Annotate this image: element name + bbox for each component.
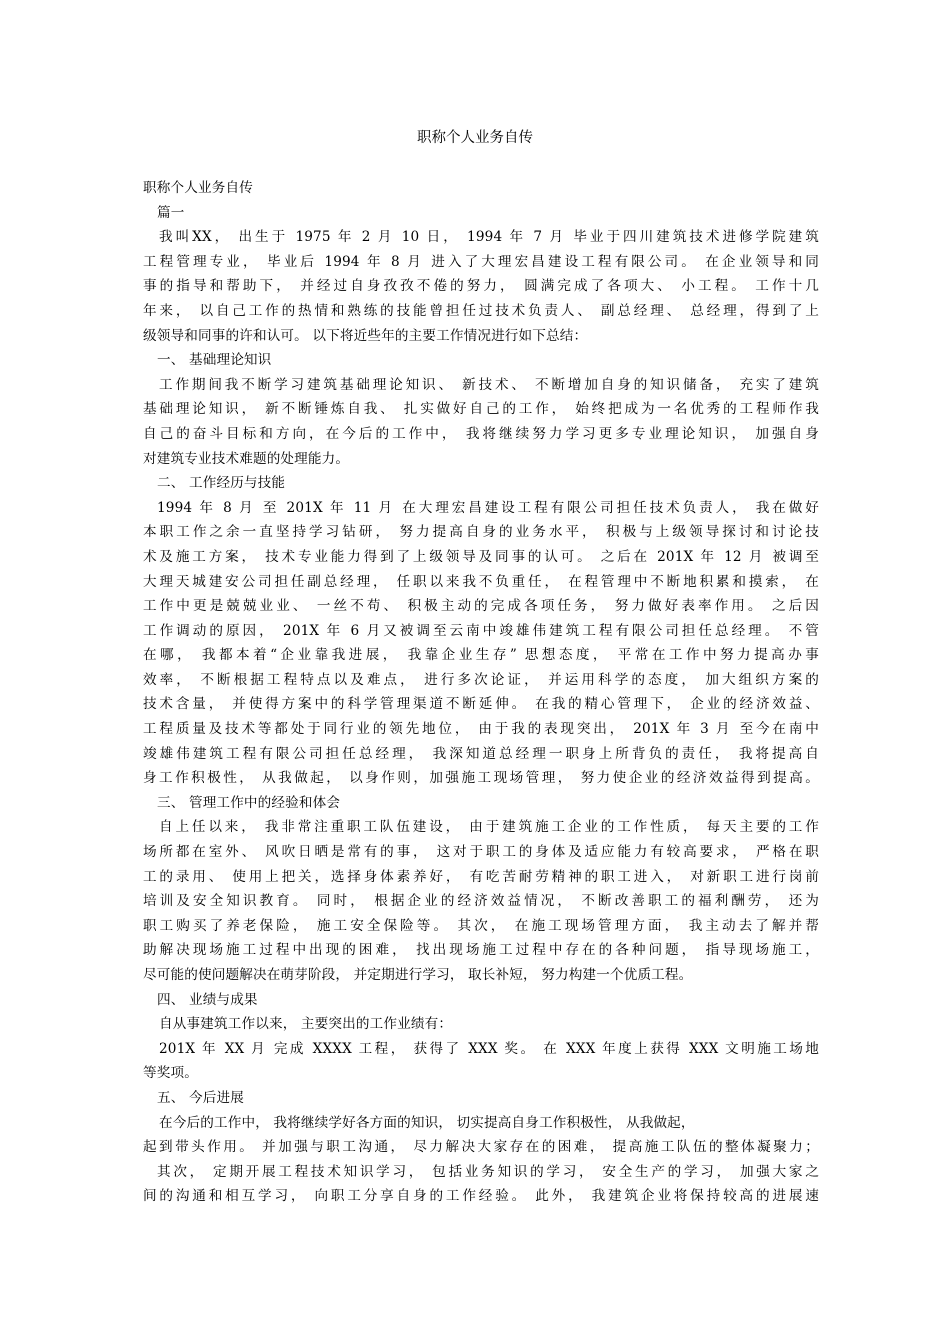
text-line: 间的沟通和相互学习， 向职工分享自身的工作经验。 此外， 我建筑企业将保持较高的进展速: [143, 1188, 819, 1205]
text-line: 职称个人业务自传: [143, 180, 253, 196]
text-line: 工程管理专业， 毕业后 1994 年 8 月 进入了大理宏昌建设工程有限公司。 在企业领导和同: [143, 253, 819, 270]
text-line: 二、 工作经历与技能: [157, 475, 286, 492]
text-line: 四、 业绩与成果: [157, 991, 258, 1008]
text-line: 工的录用、 使用上把关，选择身体素养好， 有吃苦耐劳精神的职工进入， 对新职工进行岗前: [143, 868, 819, 885]
text-line: 尽可能的使问题解决在萌芽阶段， 并定期进行学习， 取长补短， 努力构建一个优质工程。: [143, 967, 693, 983]
text-line: 201X 年 XX 月 完成 XXXX 工程， 获得了 XXX 奖。 在 XXX 年度上获得 XXX 文明施工场地: [159, 1040, 819, 1057]
text-line: 术及施工方案， 技术专业能力得到了上级领导及同事的认可。 之后在 201X 年 12 月 被调至: [143, 548, 819, 565]
document-title: 职称个人业务自传: [417, 130, 533, 146]
text-line: 工作调动的原因， 201X 年 6 月又被调至云南中竣雄伟建筑工程有限公司担任总经理。 不管: [143, 622, 819, 639]
text-line: 工程质量及技术等都处于同行业的领先地位， 由于我的表现突出， 201X 年 3 月 至今在南中: [143, 721, 819, 738]
text-line: 五、 今后进展: [157, 1089, 244, 1106]
text-line: 工作期间我不断学习建筑基础理论知识、 新技术、 不断增加自身的知识储备， 充实了建筑: [159, 376, 819, 393]
text-line: 大理天城建安公司担任副总经理， 任职以来我不负重任， 在程管理中不断地积累和摸索， 在: [143, 573, 819, 590]
text-line: 级领导和同事的许和认可。 以下将近些年的主要工作情况进行如下总结：: [143, 327, 588, 344]
text-line: 自己的奋斗目标和方向，在今后的工作中， 我将继续努力学习更多专业理论知识， 加强自身: [143, 425, 819, 442]
text-line: 在今后的工作中， 我将继续学好各方面的知识， 切实提高自身工作积极性， 从我做起，: [159, 1114, 695, 1131]
text-line: 自上任以来， 我非常注重职工队伍建设， 由于建筑施工企业的工作性质， 每天主要的工作: [159, 819, 819, 836]
document-body: [143, 176, 819, 1209]
text-line: 培训及安全知识教育。 同时， 根据企业的经济效益情况， 不断改善职工的福利酬劳， 还为: [143, 893, 819, 910]
text-line: 其次， 定期开展工程技术知识学习， 包括业务知识的学习， 安全生产的学习， 加强大家之: [157, 1163, 819, 1180]
text-line: 助解决现场施工过程中出现的困难， 找出现场施工过程中存在的各种问题， 指导现场施工，: [143, 942, 819, 959]
text-line: 本职工作之余一直坚持学习钻研， 努力提高自身的业务水平， 积极与上级领导探讨和讨论技: [143, 524, 819, 541]
text-line: 三、 管理工作中的经验和体会: [157, 794, 341, 811]
text-line: 我叫XX， 出生于 1975 年 2 月 10 日， 1994 年 7 月 毕业于四川建筑技术进修学院建筑: [159, 229, 819, 246]
text-line: 一、 基础理论知识: [157, 352, 272, 369]
text-line: 事的指导和帮助下， 并经过自身孜孜不倦的努力， 圆满完成了各项大、 小工程。 工作十几: [143, 278, 819, 295]
text-line: 技术含量， 并使得方案中的科学管理渠道不断延伸。 在我的精心管理下， 企业的经济效益、: [143, 696, 819, 713]
text-line: 篇一: [157, 204, 185, 221]
text-line: 自从事建筑工作以来， 主要突出的工作业绩有：: [159, 1016, 453, 1033]
text-line: 起到带头作用。 并加强与职工沟通， 尽力解决大家存在的困难， 提高施工队伍的整体凝聚力；: [143, 1139, 819, 1156]
text-line: 年来， 以自己工作的热情和熟练的技能曾担任过技术负责人、 副总经理、 总经理，得到了上: [143, 302, 819, 319]
text-line: 在哪， 我都本着“企业靠我进展， 我靠企业生存” 思想态度， 平常在工作中努力提高办事: [143, 647, 819, 664]
text-line: 效率， 不断根据工程特点以及难点， 进行多次论证， 并运用科学的态度， 加大组织方案的: [143, 671, 819, 688]
text-line: 场所都在室外、 风吹日晒是常有的事， 这对于职工的身体及适应能力有较高要求， 严格在职: [143, 844, 819, 861]
text-line: 竣雄伟建筑工程有限公司担任总经理， 我深知道总经理一职身上所背负的责任， 我将提高自: [143, 745, 819, 762]
text-line: 工作中更是兢兢业业、 一丝不苟、 积极主动的完成各项任务， 努力做好表率作用。 之后因: [143, 598, 819, 615]
text-line: 1994 年 8 月 至 201X 年 11 月 在大理宏昌建设工程有限公司担任技术负责人， 我在做好: [157, 499, 819, 516]
text-line: 对建筑专业技术难题的处理能力。: [143, 450, 350, 467]
text-line: 等奖项。: [143, 1065, 198, 1082]
text-line: 基础理论知识， 新不断锤炼自我、 扎实做好自己的工作， 始终把成为一名优秀的工程师作我: [143, 401, 819, 418]
text-line: 职工购买了养老保险， 施工安全保险等。 其次， 在施工现场管理方面， 我主动去了解并帮: [143, 917, 819, 934]
text-line: 身工作积极性， 从我做起， 以身作则，加强施工现场管理， 努力使企业的经济效益得到提高。: [143, 770, 819, 787]
